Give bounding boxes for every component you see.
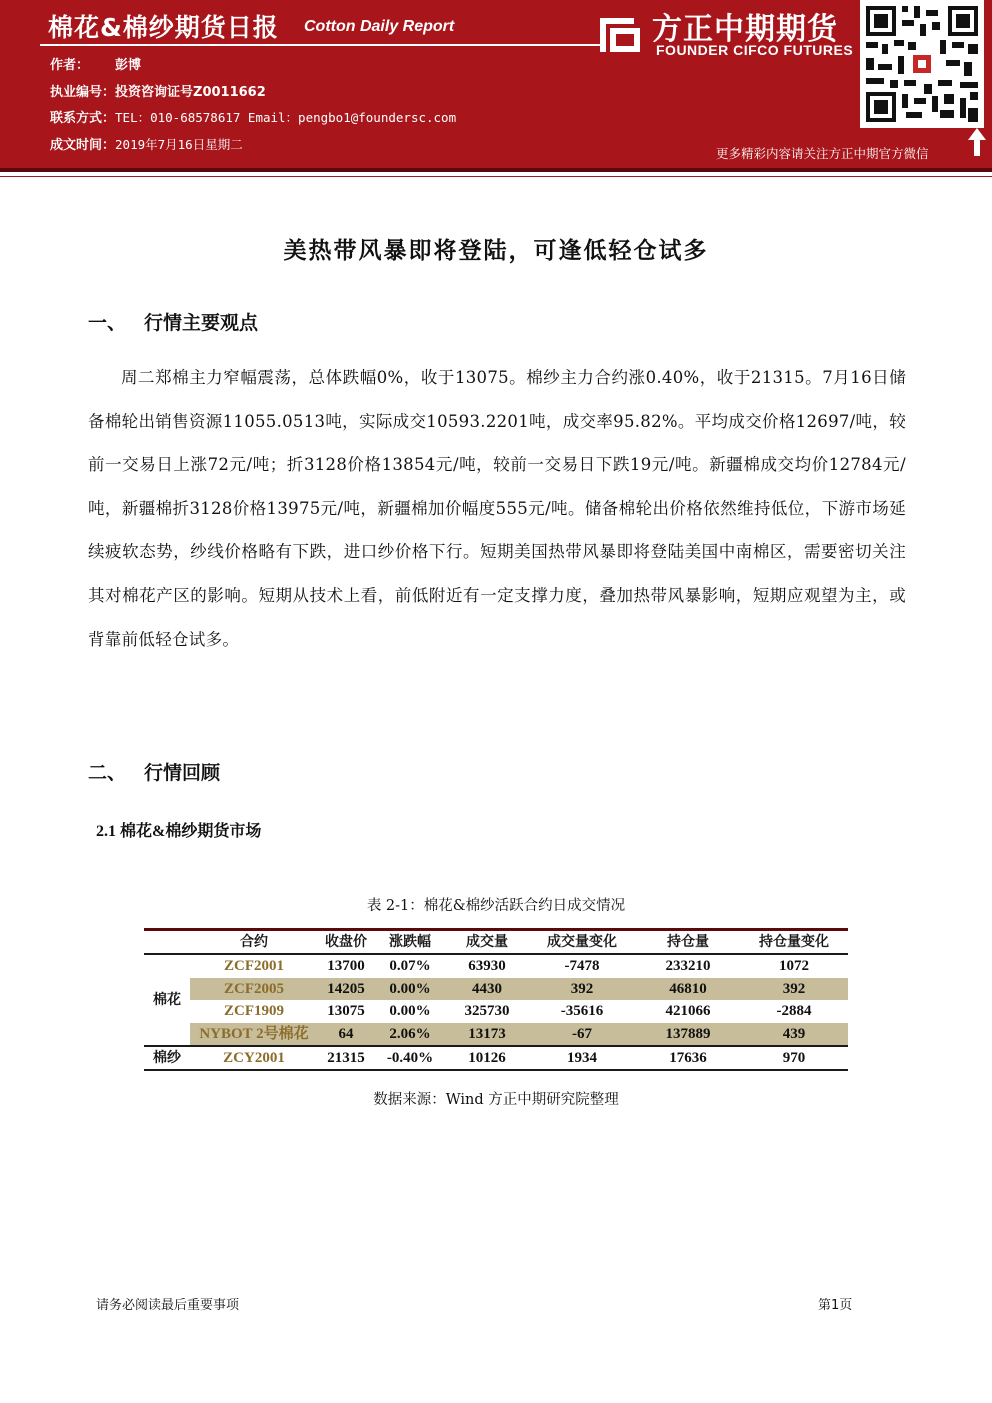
- header-bottom-line: [0, 168, 992, 172]
- section-1-heading: [88, 308, 258, 335]
- table-header-cell: 合约: [240, 934, 268, 950]
- report-header: [0, 0, 992, 168]
- table-cell: 13075: [327, 1003, 365, 1020]
- table-cell: 137889: [636, 1023, 740, 1046]
- license-label: 执业编号：: [50, 85, 116, 100]
- table-cell: ZCF2001: [190, 954, 318, 977]
- table-cell: 63930: [446, 954, 528, 977]
- table-cell: ZCF1909: [224, 1003, 284, 1020]
- section-2-number: 二、: [88, 762, 127, 784]
- table-header-cell: 持仓量: [667, 934, 709, 950]
- table-cell: 13173: [446, 1023, 528, 1046]
- table-cell: 13700: [318, 954, 374, 977]
- table-caption: 表 2-1：棉花&棉纱活跃合约日成交情况: [366, 898, 626, 914]
- table-cell: -2884: [776, 1003, 812, 1020]
- table-header-cell: 成交量: [466, 934, 508, 950]
- group-label-yarn: 棉纱: [144, 1046, 190, 1070]
- group-label-cotton: 棉花: [144, 954, 190, 1046]
- date-row: [50, 134, 243, 153]
- table-cell: 0.07%: [374, 954, 446, 977]
- table-cell: 46810: [636, 978, 740, 1000]
- table-header-cell: 持仓量变化: [759, 934, 829, 950]
- table-row: [144, 1000, 848, 1022]
- table-source: 数据来源：Wind 方正中期研究院整理: [373, 1092, 619, 1108]
- logo-chinese-name: 方正中期期货: [652, 12, 838, 47]
- table-cell: 0.00%: [389, 1003, 431, 1020]
- table-cell: 10126: [446, 1046, 528, 1070]
- contact-row: [50, 107, 456, 126]
- table-cell: 1072: [740, 954, 848, 977]
- header-divider: [40, 44, 600, 46]
- table-cell: ZCF2005: [190, 978, 318, 1000]
- report-subtitle: Cotton Daily Report: [304, 18, 455, 35]
- report-title: 棉花&棉纱期货日报: [48, 13, 279, 42]
- footer-disclaimer: 请务必阅读最后重要事项: [96, 1298, 240, 1313]
- table-row: [144, 1046, 848, 1070]
- section-2-1-heading: 2.1 棉花&棉纱期货市场: [96, 823, 262, 840]
- table-cell: 970: [740, 1046, 848, 1070]
- table-cell: 14205: [318, 978, 374, 1000]
- table-cell: 21315: [318, 1046, 374, 1070]
- table-row: [144, 978, 848, 1000]
- table-header-cell: 涨跌幅: [389, 934, 431, 950]
- table-row: [144, 1023, 848, 1046]
- author-row: [50, 54, 141, 73]
- table-cell: -35616: [560, 1003, 604, 1020]
- contact-value: TEL：010-68578617 Email：pengbo1@foundersc.com: [115, 110, 457, 125]
- logo-english-name: FOUNDER CIFCO FUTURES: [656, 42, 854, 58]
- table-cell: ZCY2001: [190, 1046, 318, 1070]
- section-2-heading: [88, 758, 220, 785]
- table-cell: 17636: [636, 1046, 740, 1070]
- license-row: [50, 81, 266, 100]
- table-cell: 392: [740, 978, 848, 1000]
- author-label: 作者：: [50, 58, 90, 73]
- table-header-cell: 成交量变化: [547, 934, 617, 950]
- table-header-cell: 收盘价: [325, 934, 367, 950]
- arrow-up-icon: [968, 128, 986, 156]
- table-cell: 64: [318, 1023, 374, 1046]
- table-cell: NYBOT 2号棉花: [190, 1023, 318, 1046]
- license-value: 投资咨询证号Z0011662: [115, 85, 266, 100]
- table-header-row: [144, 930, 848, 955]
- date-value: 2019年7月16日星期二: [115, 137, 243, 152]
- table-cell: 4430: [446, 978, 528, 1000]
- table-cell: 439: [740, 1023, 848, 1046]
- table-cell: -67: [528, 1023, 636, 1046]
- author-name: 彭博: [115, 58, 142, 73]
- table-cell: 392: [528, 978, 636, 1000]
- table-header-group: [144, 930, 190, 955]
- main-title: 美热带风暴即将登陆，可逢低轻仓试多: [283, 237, 709, 264]
- table-cell: 1934: [528, 1046, 636, 1070]
- contracts-table: [144, 928, 848, 1071]
- qr-code-icon: [860, 0, 984, 128]
- table-cell: 233210: [636, 954, 740, 977]
- header-thin-line: [0, 176, 992, 177]
- table-row: [144, 954, 848, 977]
- table-cell: -0.40%: [374, 1046, 446, 1070]
- founder-logo-icon: [596, 8, 644, 56]
- table-cell: -7478: [528, 954, 636, 977]
- page-number: 第1页: [818, 1298, 853, 1313]
- table-cell: 421066: [665, 1003, 711, 1020]
- section-1-number: 一、: [88, 312, 127, 334]
- follow-wechat-text: 更多精彩内容请关注方正中期官方微信: [716, 146, 929, 161]
- date-label: 成文时间：: [50, 138, 116, 153]
- contact-label: 联系方式：: [50, 111, 116, 126]
- table-cell: 0.00%: [374, 978, 446, 1000]
- section-2-title: 行情回顾: [144, 762, 221, 784]
- table-cell: 325730: [464, 1003, 510, 1020]
- table-cell: 2.06%: [374, 1023, 446, 1046]
- market-view-paragraph: 周二郑棉主力窄幅震荡，总体跌幅0%，收于13075。棉纱主力合约涨0.40%，收于21315。7月16日储备棉轮出销售资源11055.0513吨，实际成交10593.2201吨，成交率95.82%。平均成交价格12697/吨，较前一交易日上涨72元/吨；折3128价格13854元/吨，较前一交易日下跌19元/吨。新疆棉成交均价12784元/吨，新疆棉折3128价格13975元/吨，新疆棉加价幅度555元/吨。储备棉轮出价格依然维持低位，下游市场延续疲软态势，纱线价格略有下跌，进口纱价格下行。短期美国热带风暴即将登陆美国中南棉区，需要密切关注其对棉花产区的影响。短期从技术上看，前低附近有一定支撑力度，叠加热带风暴影响，短期应观望为主，或背靠前低轻仓试多。: [88, 368, 906, 649]
- section-1-title: 行情主要观点: [144, 312, 259, 334]
